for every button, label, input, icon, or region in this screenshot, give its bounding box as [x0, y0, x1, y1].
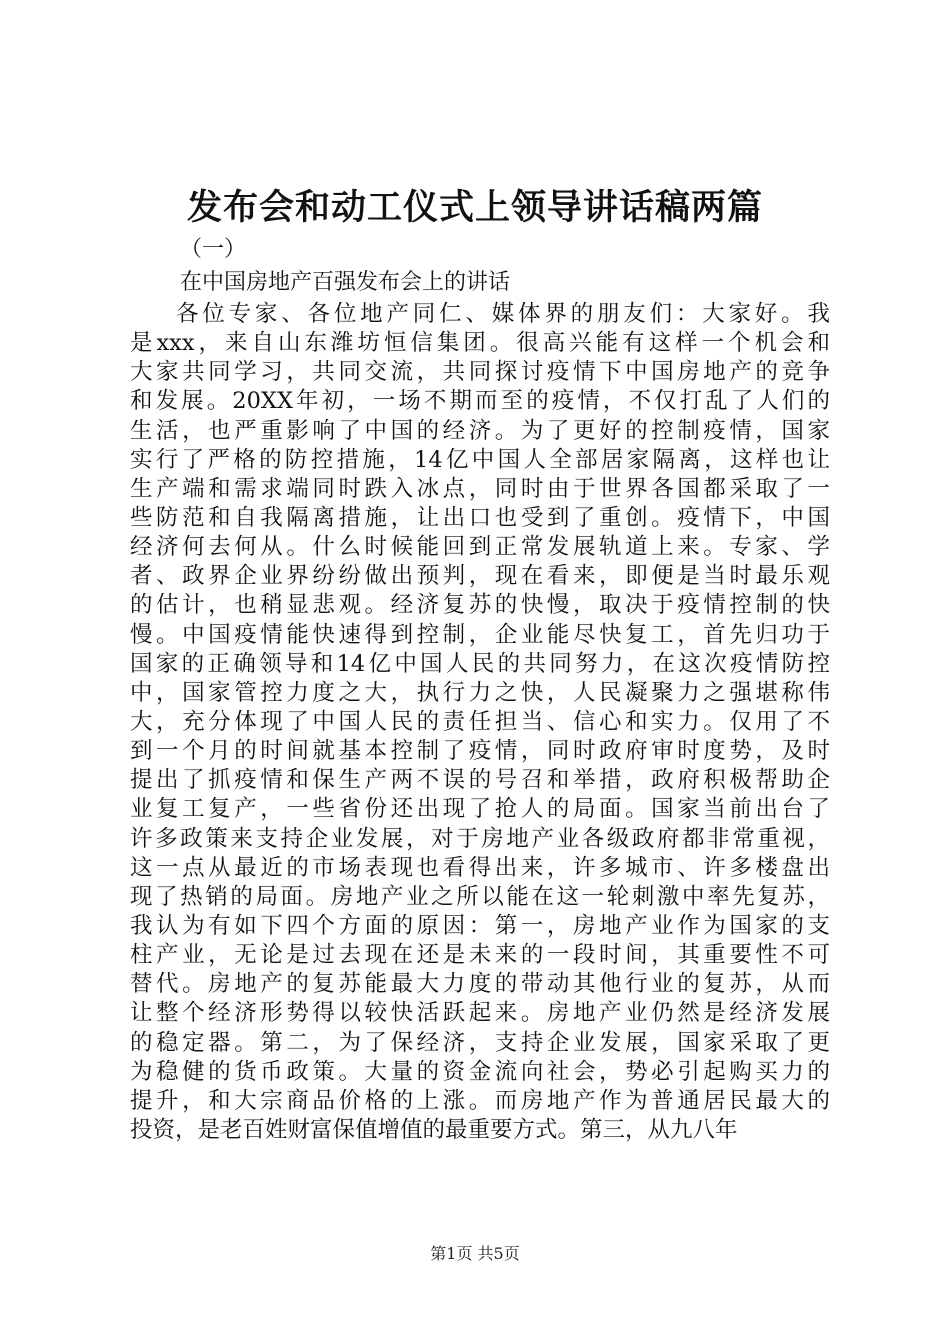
body-line: 这一点从最近的市场表现也看得出来，许多城市、许多楼盘出 — [130, 854, 830, 881]
body-line: 我认为有如下四个方面的原因：第一，房地产业作为国家的支 — [130, 912, 830, 939]
body-line: 大家共同学习，共同交流，共同探讨疫情下中国房地产的竞争 — [130, 359, 830, 386]
body-line: 国家的正确领导和14亿中国人民的共同努力，在这次疫情防控 — [130, 650, 830, 677]
body-line: 中，国家管控力度之大，执行力之快，人民凝聚力之强堪称伟 — [130, 679, 830, 706]
body-line: 实行了严格的防控措施，14亿中国人全部居家隔离，这样也让 — [130, 446, 830, 473]
body-line: 些防范和自我隔离措施，让出口也受到了重创。疫情下，中国 — [130, 504, 830, 531]
body-line: 替代。房地产的复苏能最大力度的带动其他行业的复苏，从而 — [130, 971, 830, 998]
body-line: 为稳健的货币政策。大量的资金流向社会，势必引起购买力的 — [130, 1058, 830, 1085]
body-line: 是xxx，来自山东潍坊恒信集团。很高兴能有这样一个机会和 — [130, 330, 830, 357]
body-line: 大，充分体现了中国人民的责任担当、信心和实力。仅用了不 — [130, 708, 830, 735]
body-text — [130, 300, 830, 1145]
section-number: （一） — [180, 237, 247, 262]
body-line: 的稳定器。第二，为了保经济，支持企业发展，国家采取了更 — [130, 1029, 830, 1056]
body-line: 生产端和需求端同时跌入冰点，同时由于世界各国都采取了一 — [130, 475, 830, 502]
body-line: 慢。中国疫情能快速得到控制，企业能尽快复工，首先归功于 — [130, 621, 830, 648]
body-line: 经济何去何从。什么时候能回到正常发展轨道上来。专家、学 — [130, 534, 830, 561]
page-indicator: 第1页 共5页 — [430, 1244, 520, 1263]
body-line: 和发展。20XX年初，一场不期而至的疫情，不仅打乱了人们的 — [130, 388, 830, 415]
body-line: 提出了抓疫情和保生产两不误的号召和举措，政府积极帮助企 — [130, 767, 830, 794]
body-line: 让整个经济形势得以较快活跃起来。房地产业仍然是经济发展 — [130, 1000, 830, 1027]
body-line: 提升，和大宗商品价格的上涨。而房地产作为普通居民最大的 — [130, 1087, 830, 1114]
body-line: 许多政策来支持企业发展，对于房地产业各级政府都非常重视， — [130, 825, 830, 852]
body-line: 各位专家、各位地产同仁、媒体界的朋友们：大家好。我 — [176, 301, 830, 327]
body-line: 现了热销的局面。房地产业之所以能在这一轮刺激中率先复苏， — [130, 883, 830, 910]
body-line: 者、政界企业界纷纷做出预判，现在看来，即便是当时最乐观 — [130, 563, 830, 590]
body-line: 到一个月的时间就基本控制了疫情，同时政府审时度势，及时 — [130, 738, 830, 765]
speech-title: 在中国房地产百强发布会上的讲话 — [180, 270, 511, 295]
document-title: 发布会和动工仪式上领导讲话稿两篇 — [186, 187, 763, 228]
body-line: 生活，也严重影响了中国的经济。为了更好的控制疫情，国家 — [130, 417, 830, 444]
body-line: 柱产业，无论是过去现在还是未来的一段时间，其重要性不可 — [130, 942, 830, 969]
body-line: 投资，是老百姓财富保值增值的最重要方式。第三，从九八年 — [130, 1116, 738, 1143]
body-line: 的估计，也稍显悲观。经济复苏的快慢，取决于疫情控制的快 — [130, 592, 830, 619]
body-line: 业复工复产，一些省份还出现了抢人的局面。国家当前出台了 — [130, 796, 830, 823]
